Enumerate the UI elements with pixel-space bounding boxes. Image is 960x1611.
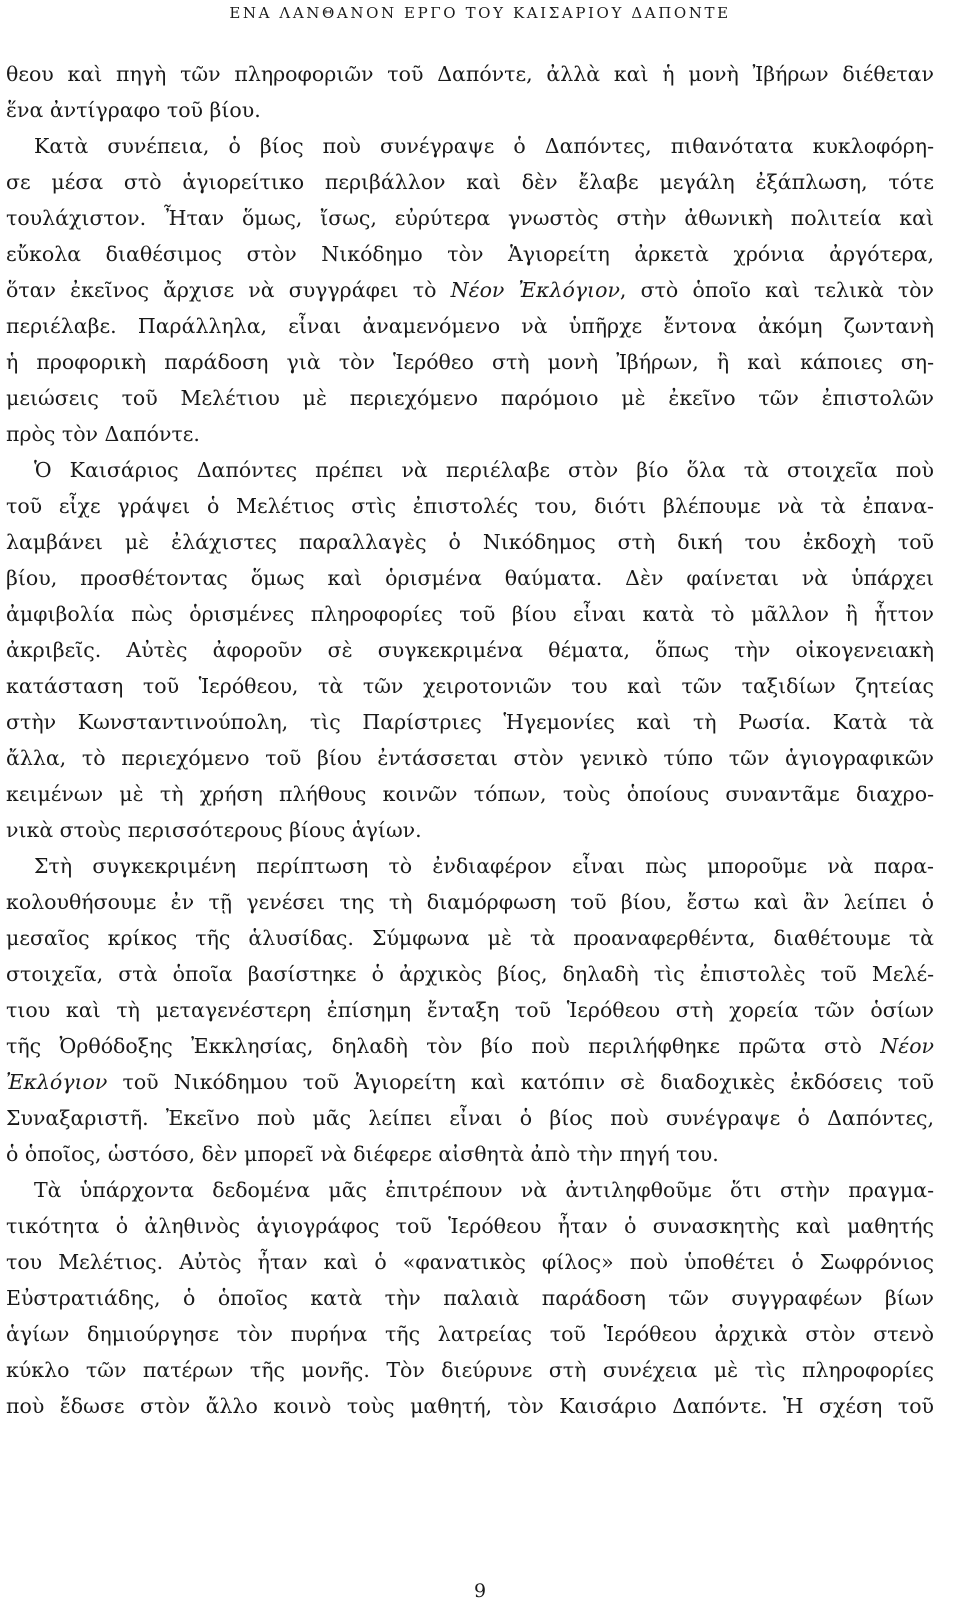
text-run: τοῦ Νικόδημου τοῦ Ἁγιορείτη καὶ κατόπιν σὲ διαδοχικὲς ἐκδόσεις τοῦ xyxy=(107,1070,934,1094)
body-text xyxy=(6,56,934,1424)
text-line: στὴν Κωνσταντινούπολη, τὶς Παρίστριες Ἡγεμονίες καὶ τὴ Ρωσία. Κατὰ τὰ xyxy=(6,710,934,734)
text-line: σε μέσα στὸ ἁγιορείτικο περιβάλλον καὶ δὲν ἔλαβε μεγάλη ἐξάπλωση, τότε xyxy=(6,170,934,194)
text-line: νικὰ στοὺς περισσότερους βίους ἁγίων. xyxy=(6,818,422,842)
text-line: ὁ ὁποῖος, ὡστόσο, δὲν μπορεῖ νὰ διέφερε αἰσθητὰ ἀπὸ τὴν πηγή του. xyxy=(6,1142,719,1166)
text-line: ἕνα ἀντίγραφο τοῦ βίου. xyxy=(6,98,261,122)
text-line: Εὐστρατιάδης, ὁ ὁποῖος κατὰ τὴν παλαιὰ παράδοση τῶν συγγραφέων βίων xyxy=(6,1286,934,1310)
text-run: ὅταν ἐκεῖνος ἄρχισε νὰ συγγράφει τὸ xyxy=(6,278,451,302)
text-line: μειώσεις τοῦ Μελέτιου μὲ περιεχόμενο παρόμοιο μὲ ἐκεῖνο τῶν ἐπιστολῶν xyxy=(6,386,934,410)
text-line: περιέλαβε. Παράλληλα, εἶναι ἀναμενόμενο νὰ ὑπῆρχε ἔντονα ἀκόμη ζωντανὴ xyxy=(6,314,934,338)
text-run: τῆς Ὀρθόδοξης Ἐκκλησίας, δηλαδὴ τὸν βίο ποὺ περιλήφθηκε πρῶτα στὸ xyxy=(6,1034,881,1058)
text-line: εὔκολα διαθέσιμος στὸν Νικόδημο τὸν Ἁγιορείτη ἀρκετὰ χρόνια ἀργότερα, xyxy=(6,242,934,266)
italic-title: Ἐκλόγιον xyxy=(6,1070,108,1094)
text-line: πρὸς τὸν Δαπόντε. xyxy=(6,422,200,446)
text-line: κειμένων μὲ τὴ χρήση πλήθους κοινῶν τόπων, τοὺς ὁποίους συναντᾶμε διαχρο- xyxy=(6,782,934,806)
text-line: ἁγίων δημιούργησε τὸν πυρήνα τῆς λατρείας τοῦ Ἱερόθεου ἀρχικὰ στὸν στενὸ xyxy=(6,1322,934,1346)
text-line: Τὰ ὑπάρχοντα δεδομένα μᾶς ἐπιτρέπουν νὰ ἀντιληφθοῦμε ὅτι στὴν πραγμα- xyxy=(34,1178,934,1202)
text-line: τικότητα ὁ ἀληθινὸς ἁγιογράφος τοῦ Ἱερόθεου ἦταν ὁ συνασκητὴς καὶ μαθητής xyxy=(6,1214,934,1238)
text-line: μεσαῖος κρίκος τῆς ἁλυσίδας. Σύμφωνα μὲ τὰ προαναφερθέντα, διαθέτουμε τὰ xyxy=(6,926,934,950)
text-line: βίου, προσθέτοντας ὅμως καὶ ὁρισμένα θαύματα. Δὲν φαίνεται νὰ ὑπάρχει xyxy=(6,566,934,590)
running-head: ΕΝΑ ΛΑΝΘΑΝΟΝ ΕΡΓΟ ΤΟΥ ΚΑΙΣΑΡΙΟΥ ΔΑΠΟΝΤΕ xyxy=(229,4,731,22)
text-line: Κατὰ συνέπεια, ὁ βίος ποὺ συνέγραψε ὁ Δαπόντες, πιθανότατα κυκλοφόρη- xyxy=(34,134,934,158)
text-line: λαμβάνει μὲ ἐλάχιστες παραλλαγὲς ὁ Νικόδημος στὴ δική του ἐκδοχὴ τοῦ xyxy=(6,530,934,554)
text-line: κολουθήσουμε ἐν τῇ γενέσει της τὴ διαμόρφωση τοῦ βίου, ἔστω καὶ ἂν λείπει ὁ xyxy=(6,890,934,914)
text-line: κατάσταση τοῦ Ἱερόθεου, τὰ τῶν χειροτονιῶν του καὶ τῶν ταξιδίων ζητείας xyxy=(6,674,934,698)
text-line: του Μελέτιος. Αὐτὸς ἦταν καὶ ὁ «φανατικὸς φίλος» ποὺ ὑποθέτει ὁ Σωφρόνιος xyxy=(6,1250,934,1274)
text-line: ἀμφιβολία πὼς ὁρισμένες πληροφορίες τοῦ βίου εἶναι κατὰ τὸ μᾶλλον ἢ ἧττον xyxy=(6,602,934,626)
text-line: θεου καὶ πηγὴ τῶν πληροφοριῶν τοῦ Δαπόντε, ἀλλὰ καὶ ἡ μονὴ Ἰβήρων διέθεταν xyxy=(6,62,934,86)
text-line: τιου καὶ τὴ μεταγενέστερη ἐπίσημη ἔνταξη τοῦ Ἱερόθεου στὴ χορεία τῶν ὁσίων xyxy=(6,998,934,1022)
italic-title: Νέον xyxy=(880,1034,934,1058)
text-run: , στὸ ὁποῖο καὶ τελικὰ τὸν xyxy=(619,278,934,302)
text-line: ἄλλα, τὸ περιεχόμενο τοῦ βίου ἐντάσσεται στὸν γενικὸ τύπο τῶν ἁγιογραφικῶν xyxy=(6,746,934,770)
text-line: Συναξαριστῆ. Ἐκεῖνο ποὺ μᾶς λείπει εἶναι ὁ βίος ποὺ συνέγραψε ὁ Δαπόντες, xyxy=(6,1106,934,1130)
text-line: ποὺ ἔδωσε στὸν ἄλλο κοινὸ τοὺς μαθητή, τὸν Καισάριο Δαπόντε. Ἡ σχέση τοῦ xyxy=(6,1394,934,1418)
text-line: ἡ προφορικὴ παράδοση γιὰ τὸν Ἱερόθεο στὴ μονὴ Ἰβήρων, ἢ καὶ κάποιες ση- xyxy=(6,350,934,374)
text-line xyxy=(6,1064,934,1100)
text-line: ἀκριβεῖς. Αὐτὲς ἀφοροῦν σὲ συγκεκριμένα θέματα, ὅπως τὴν οἰκογενειακὴ xyxy=(6,638,934,662)
text-line: στοιχεῖα, στὰ ὁποῖα βασίστηκε ὁ ἀρχικὸς βίος, δηλαδὴ τὶς ἐπιστολὲς τοῦ Μελέ- xyxy=(6,962,934,986)
text-line: Ὁ Καισάριος Δαπόντες πρέπει νὰ περιέλαβε στὸν βίο ὅλα τὰ στοιχεῖα ποὺ xyxy=(34,458,934,482)
text-line: κύκλο τῶν πατέρων τῆς μονῆς. Τὸν διεύρυνε στὴ συνέχεια μὲ τὶς πληροφορίες xyxy=(6,1358,934,1382)
italic-title: Νέον Ἐκλόγιον xyxy=(450,278,620,302)
text-line xyxy=(6,272,934,308)
text-line: τοῦ εἶχε γράψει ὁ Μελέτιος στὶς ἐπιστολές του, διότι βλέπουμε νὰ τὰ ἐπανα- xyxy=(6,494,934,518)
text-line: Στὴ συγκεκριμένη περίπτωση τὸ ἐνδιαφέρον εἶναι πὼς μποροῦμε νὰ παρα- xyxy=(34,854,934,878)
text-line xyxy=(6,1028,934,1064)
page-number: 9 xyxy=(473,1580,487,1602)
text-line: τουλάχιστον. Ἦταν ὅμως, ἴσως, εὐρύτερα γνωστὸς στὴν ἀθωνικὴ πολιτεία καὶ xyxy=(6,206,934,230)
